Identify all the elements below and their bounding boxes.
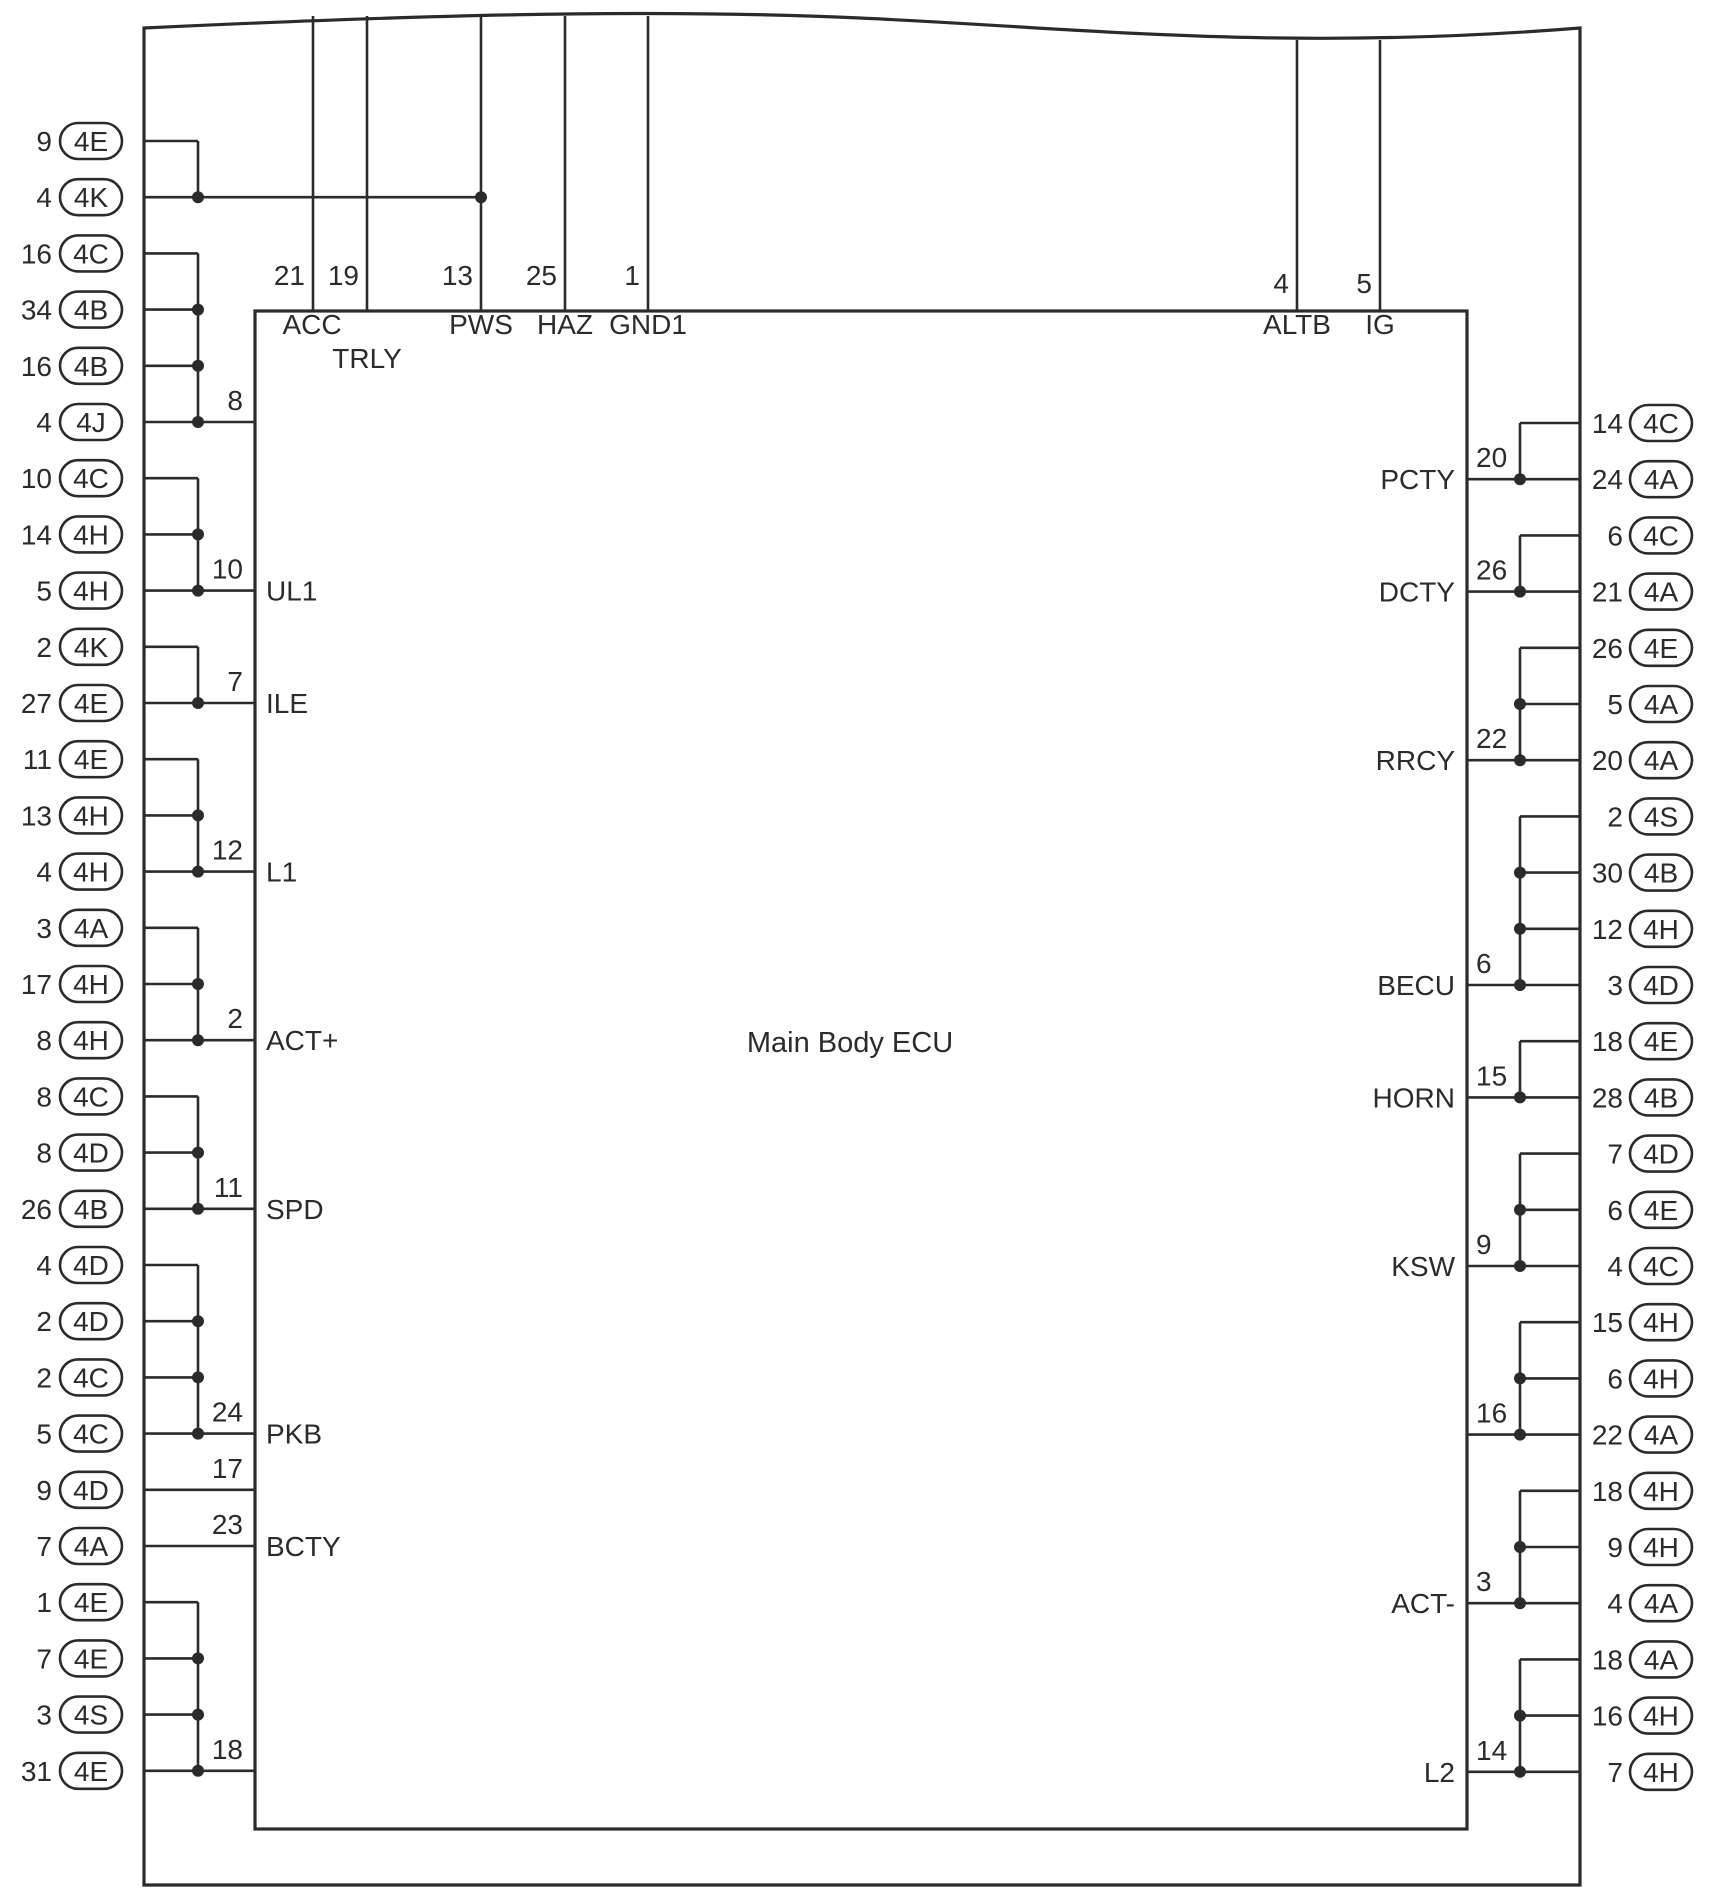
connector-pin-number: 2	[1607, 801, 1623, 833]
connector-id: 4B	[73, 1193, 109, 1225]
junction-dot	[1514, 1597, 1526, 1609]
connector-pin-number: 7	[1607, 1756, 1623, 1788]
junction-dot	[192, 1315, 204, 1327]
connector-pin-number: 30	[1591, 857, 1623, 889]
left-pin-number: 17	[211, 1452, 243, 1484]
left-connector	[21, 1753, 122, 1789]
right-connector	[1592, 1023, 1692, 1059]
connector-pin-number: 8	[36, 1025, 52, 1057]
right-connector	[1607, 686, 1692, 722]
right-pin-number: 16	[1476, 1397, 1508, 1429]
connector-id: 4H	[73, 1025, 109, 1057]
connector-id: 4E	[73, 1587, 109, 1619]
connector-pin-number: 9	[1607, 1532, 1623, 1563]
right-connector	[1592, 405, 1692, 441]
right-pin-number: 20	[1476, 442, 1508, 474]
connector-id: 4D	[1643, 1138, 1679, 1170]
junction-dot	[1514, 473, 1526, 485]
connector-id: 4A	[1643, 745, 1679, 777]
right-connector	[1592, 742, 1692, 778]
connector-pin-number: 4	[36, 407, 52, 438]
connector-pin-number: 11	[22, 744, 52, 776]
connector-id: 4E	[1643, 632, 1679, 664]
connector-id: 4D	[73, 1306, 109, 1338]
junction-dot	[1514, 1204, 1526, 1216]
connector-pin-number: 16	[20, 350, 52, 382]
connector-pin-number: 17	[20, 969, 52, 1000]
left-connector	[36, 629, 122, 665]
right-connector	[1592, 1417, 1692, 1453]
junction-dot	[1514, 1372, 1526, 1384]
left-pin-label: ILE	[266, 688, 309, 719]
junction-dot	[1514, 698, 1526, 710]
connector-id: 4H	[1643, 1532, 1679, 1563]
connector-id: 4H	[1643, 1475, 1679, 1507]
top-pin-number: 13	[441, 260, 473, 291]
connector-pin-number: 18	[1591, 1644, 1623, 1676]
junction-dot	[192, 978, 204, 990]
right-connector	[1592, 1698, 1692, 1734]
connector-pin-number: 7	[1607, 1138, 1623, 1170]
left-connector	[21, 966, 122, 1002]
connector-pin-number: 1	[36, 1587, 52, 1619]
connector-pin-number: 20	[1591, 745, 1623, 777]
left-pin-number: 23	[211, 1509, 243, 1540]
connector-id: 4E	[1643, 1194, 1679, 1226]
top-pin-label: IG	[1365, 309, 1395, 340]
right-pin-number: 9	[1476, 1229, 1492, 1260]
connector-id: 4C	[1643, 520, 1679, 552]
junction-dot	[1514, 1429, 1526, 1441]
junction-dot	[475, 191, 487, 203]
connector-pin-number: 2	[36, 631, 52, 663]
connector-id: 4H	[1643, 1756, 1679, 1788]
connector-pin-number: 4	[1607, 1251, 1623, 1282]
left-connector	[36, 1303, 122, 1339]
right-connector	[1592, 1304, 1692, 1340]
connector-id: 4H	[73, 800, 109, 832]
connector-id: 4C	[1643, 408, 1679, 439]
left-pin-label: ACT+	[266, 1025, 339, 1057]
connector-pin-number: 18	[1591, 1026, 1623, 1058]
top-pin-label: PWS	[449, 309, 513, 340]
connector-id: 4A	[1643, 1419, 1679, 1451]
connector-pin-number: 8	[36, 1137, 52, 1169]
connector-pin-number: 7	[36, 1531, 52, 1562]
connector-id: 4C	[73, 1362, 109, 1394]
left-connector	[21, 235, 122, 271]
connector-pin-number: 3	[1607, 970, 1623, 1001]
left-connector	[23, 741, 122, 777]
right-pin-number: 15	[1476, 1060, 1508, 1092]
junction-dot	[1514, 979, 1526, 991]
connector-id: 4A	[1643, 1588, 1679, 1620]
left-connector	[21, 292, 122, 328]
right-pin-number: 26	[1476, 554, 1508, 586]
connector-pin-number: 15	[1591, 1307, 1623, 1339]
left-connector	[21, 516, 122, 552]
connector-pin-number: 22	[1591, 1419, 1623, 1451]
connector-pin-number: 14	[1591, 408, 1623, 439]
left-connector	[36, 1022, 122, 1058]
left-connector	[36, 1359, 122, 1395]
top-pin-label: TRLY	[332, 343, 402, 374]
connector-pin-number: 27	[20, 688, 52, 719]
connector-id: 4B	[1643, 1082, 1679, 1114]
left-connector	[36, 1416, 122, 1452]
right-pin-number: 22	[1476, 723, 1508, 755]
connector-pin-number: 6	[1607, 520, 1623, 552]
connector-pin-number: 5	[36, 575, 52, 607]
top-pin-number: 21	[273, 260, 305, 291]
ecu-name: Main Body ECU	[746, 1027, 954, 1059]
connector-pin-number: 12	[1591, 913, 1623, 945]
connector-pin-number: 2	[36, 1362, 52, 1394]
top-pin-number: 4	[1273, 268, 1289, 299]
left-connector	[36, 123, 122, 159]
right-pin-label: KSW	[1391, 1251, 1455, 1282]
junction-dot	[192, 528, 204, 540]
junction-dot	[192, 1371, 204, 1383]
connector-pin-number: 9	[36, 1474, 52, 1506]
connector-id: 4A	[1643, 1644, 1679, 1676]
left-connector	[36, 910, 122, 946]
junction-dot	[1514, 1710, 1526, 1722]
junction-dot	[192, 1765, 204, 1777]
connector-pin-number: 26	[1591, 632, 1623, 664]
left-pin-label: UL1	[266, 575, 318, 607]
right-pin-number: 14	[1476, 1734, 1508, 1766]
left-pin-number: 12	[211, 834, 243, 866]
connector-id: 4E	[73, 688, 109, 719]
connector-pin-number: 34	[20, 294, 52, 326]
right-connector	[1592, 1473, 1692, 1509]
left-pin-label: BCTY	[266, 1531, 341, 1562]
connector-pin-number: 6	[1607, 1194, 1623, 1226]
right-connector	[1607, 1529, 1692, 1565]
connector-id: 4C	[73, 238, 109, 270]
top-pin-number: 1	[624, 260, 640, 291]
connector-id: 4H	[1643, 1307, 1679, 1339]
ecu-box	[255, 311, 1467, 1829]
connector-id: 4C	[73, 463, 109, 495]
top-pin-label: HAZ	[537, 309, 593, 340]
connector-id: 4H	[73, 856, 109, 888]
junction-dot	[192, 697, 204, 709]
connector-id: 4B	[73, 294, 109, 326]
connector-id: 4H	[1643, 913, 1679, 945]
right-connector	[1592, 461, 1692, 497]
connector-pin-number: 2	[36, 1306, 52, 1338]
connector-pin-number: 3	[36, 912, 52, 944]
connector-id: 4H	[1643, 1700, 1679, 1732]
right-connector	[1607, 1136, 1692, 1172]
connector-pin-number: 14	[20, 519, 52, 551]
connector-pin-number: 21	[1591, 576, 1623, 608]
right-connector	[1592, 630, 1692, 666]
right-connector	[1607, 967, 1692, 1003]
connector-id: 4E	[73, 744, 109, 776]
junction-dot	[1514, 1260, 1526, 1272]
junction-dot	[192, 360, 204, 372]
left-connector	[36, 179, 122, 215]
left-connector	[36, 1472, 122, 1508]
left-connector	[36, 573, 122, 609]
connector-id: 4A	[1643, 464, 1679, 496]
junction-dot	[192, 1203, 204, 1215]
connector-pin-number: 10	[20, 463, 52, 495]
left-connector	[36, 854, 122, 890]
junction-dot	[1514, 1091, 1526, 1103]
right-connector	[1607, 1754, 1692, 1790]
right-pin-label: BECU	[1377, 970, 1455, 1001]
right-pin-label: HORN	[1372, 1082, 1455, 1114]
left-connector	[36, 1584, 122, 1620]
connector-pin-number: 8	[36, 1081, 52, 1113]
right-connector	[1592, 574, 1692, 610]
connector-pin-number: 4	[36, 1250, 52, 1281]
right-pin-label: ACT-	[1391, 1588, 1455, 1620]
right-connector	[1607, 517, 1692, 553]
connector-pin-number: 24	[1591, 464, 1623, 496]
connector-id: 4H	[73, 969, 109, 1000]
connector-id: 4H	[1643, 1363, 1679, 1395]
junction-dot	[1514, 1766, 1526, 1778]
junction-dot	[192, 1652, 204, 1664]
connector-id: 4D	[73, 1137, 109, 1169]
connector-id: 4D	[1643, 970, 1679, 1001]
right-connector	[1592, 911, 1692, 947]
junction-dot	[192, 1428, 204, 1440]
left-connector	[21, 685, 122, 721]
top-pin-label: ACC	[282, 309, 342, 340]
junction-dot	[192, 191, 204, 203]
left-connector	[36, 1697, 122, 1733]
connector-id: 4H	[73, 519, 109, 551]
connector-pin-number: 5	[36, 1418, 52, 1450]
connector-pin-number: 4	[1607, 1588, 1623, 1620]
connector-pin-number: 4	[36, 182, 52, 214]
left-connector	[21, 1191, 122, 1227]
junction-dot	[192, 1034, 204, 1046]
top-pin-label: ALTB	[1263, 309, 1331, 340]
left-pin-number: 7	[227, 666, 243, 697]
left-connector	[36, 1078, 122, 1114]
left-connector	[21, 460, 122, 496]
junction-dot	[192, 1709, 204, 1721]
right-pin-number: 6	[1476, 948, 1492, 979]
connector-id: 4K	[73, 182, 109, 214]
left-pin-number: 18	[211, 1733, 243, 1765]
junction-dot	[192, 866, 204, 878]
junction-dot	[192, 809, 204, 821]
top-pin-number: 25	[525, 260, 557, 291]
left-pin-label: PKB	[266, 1418, 323, 1450]
right-connector	[1592, 1641, 1692, 1677]
connector-pin-number: 7	[36, 1643, 52, 1675]
right-connector	[1607, 1360, 1692, 1396]
right-connector	[1607, 1248, 1692, 1284]
left-connector	[36, 1528, 122, 1564]
right-pin-label: PCTY	[1380, 464, 1455, 496]
right-connector	[1607, 798, 1692, 834]
connector-pin-number: 3	[36, 1699, 52, 1731]
connector-id: 4E	[73, 1643, 109, 1675]
connector-id: 4E	[73, 126, 109, 157]
top-pin-number: 19	[327, 260, 359, 291]
left-connector-column	[21, 123, 122, 1789]
connector-pin-number: 9	[36, 126, 52, 157]
connector-id: 4B	[73, 350, 109, 382]
left-pin-label: L1	[266, 856, 298, 888]
junction-dot	[1514, 586, 1526, 598]
connector-id: 4J	[76, 407, 106, 438]
connector-id: 4C	[1643, 1251, 1679, 1282]
left-connector	[36, 1247, 122, 1283]
right-pin-label: RRCY	[1375, 745, 1455, 777]
connector-id: 4B	[1643, 857, 1679, 889]
left-connector	[36, 404, 122, 440]
junction-dot	[1514, 754, 1526, 766]
left-pin-number: 24	[211, 1396, 243, 1428]
top-pin-label: GND1	[609, 309, 687, 340]
connector-pin-number: 5	[1607, 689, 1623, 720]
connector-id: 4H	[73, 575, 109, 607]
right-pin-label: DCTY	[1378, 576, 1455, 608]
left-pin-number: 2	[227, 1003, 243, 1035]
connector-id: 4A	[1643, 689, 1679, 720]
top-pin-number: 5	[1356, 268, 1372, 299]
left-connector	[21, 348, 122, 384]
connector-pin-number: 16	[1591, 1700, 1623, 1732]
connector-id: 4A	[73, 1531, 109, 1562]
left-pin-number: 8	[227, 385, 243, 416]
connector-id: 4A	[1643, 576, 1679, 608]
junction-dot	[1514, 867, 1526, 879]
connector-id: 4K	[73, 631, 109, 663]
right-connector-column	[1592, 405, 1692, 1790]
connector-pin-number: 6	[1607, 1363, 1623, 1395]
left-connector	[21, 797, 122, 833]
right-pin-label: L2	[1423, 1756, 1455, 1788]
connector-pin-number: 18	[1591, 1475, 1623, 1507]
connector-id: 4D	[73, 1250, 109, 1281]
right-connector	[1592, 1079, 1692, 1115]
left-connector	[36, 1135, 122, 1171]
right-connector	[1607, 1192, 1692, 1228]
left-pin-label: SPD	[266, 1193, 324, 1225]
connector-id: 4C	[73, 1081, 109, 1113]
connector-id: 4D	[73, 1474, 109, 1506]
connector-id: 4C	[73, 1418, 109, 1450]
connector-pin-number: 13	[20, 800, 52, 832]
junction-dot	[192, 416, 204, 428]
connector-pin-number: 26	[20, 1193, 52, 1225]
junction-dot	[1514, 923, 1526, 935]
connector-pin-number: 4	[36, 856, 52, 888]
right-connector	[1592, 855, 1692, 891]
connector-id: 4S	[1643, 801, 1679, 833]
junction-dot	[192, 1147, 204, 1159]
connector-id: 4E	[73, 1755, 109, 1787]
connector-pin-number: 28	[1591, 1082, 1623, 1114]
left-connector	[36, 1640, 122, 1676]
connector-pin-number: 16	[20, 238, 52, 270]
connector-id: 4E	[1643, 1026, 1679, 1058]
left-pin-number: 11	[213, 1171, 243, 1203]
connector-id: 4S	[73, 1699, 109, 1731]
left-pin-number: 10	[211, 553, 243, 585]
connector-pin-number: 31	[20, 1755, 52, 1787]
junction-dot	[192, 585, 204, 597]
connector-id: 4A	[73, 912, 109, 944]
right-connector	[1607, 1585, 1692, 1621]
junction-dot	[192, 304, 204, 316]
junction-dot	[1514, 1541, 1526, 1553]
right-pin-number: 3	[1476, 1566, 1492, 1598]
